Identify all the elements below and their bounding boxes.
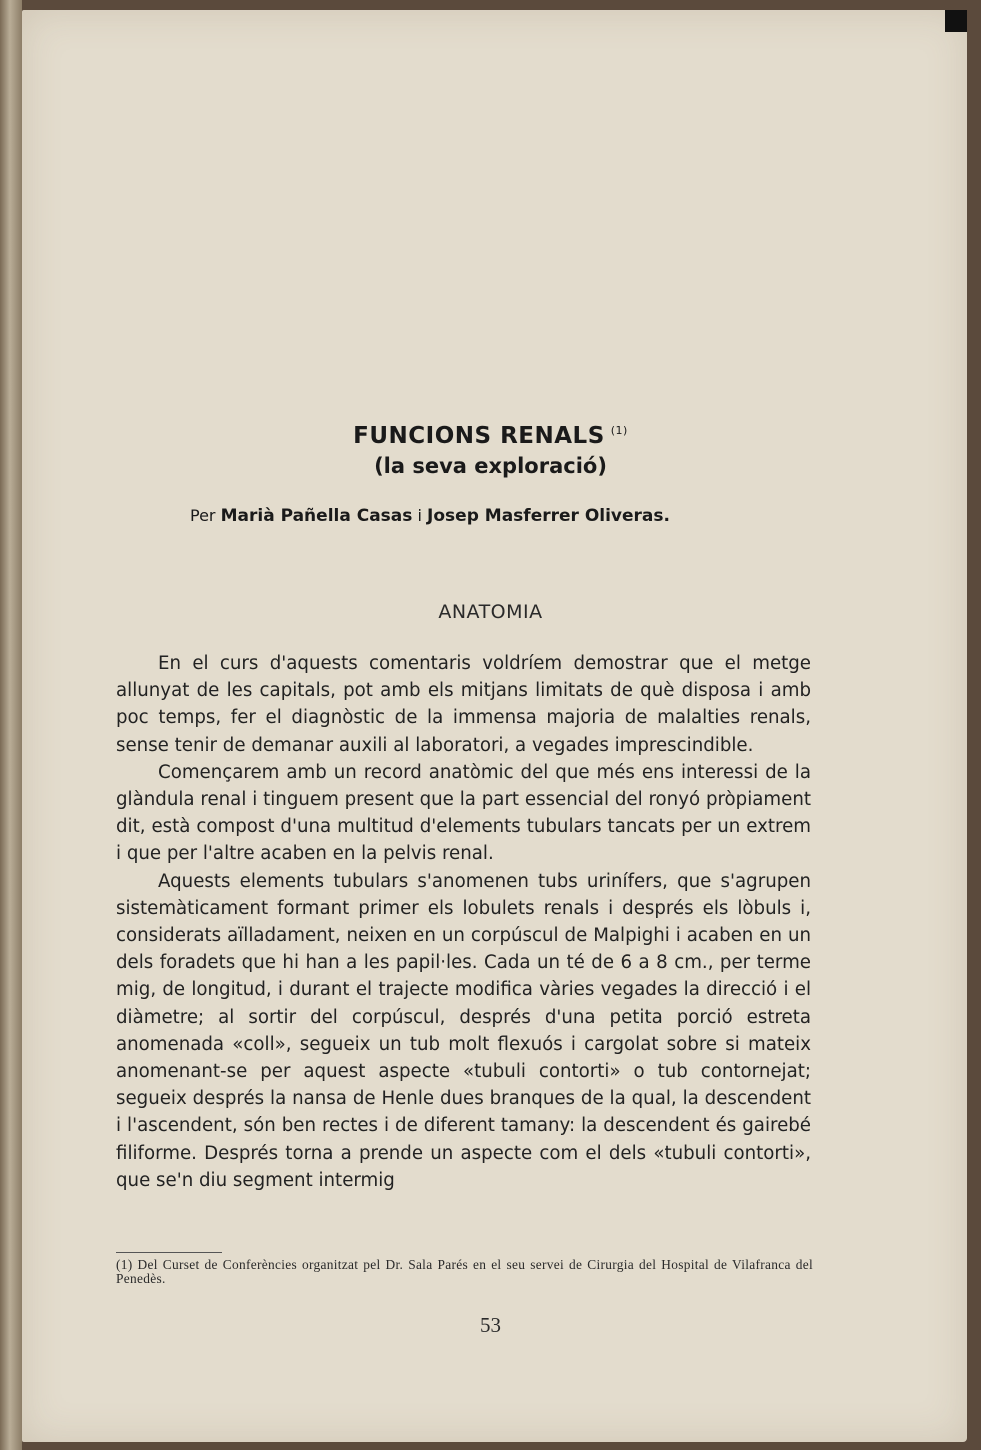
article-subtitle: (la seva exploració) <box>374 454 607 478</box>
byline-prefix: Per <box>190 506 216 525</box>
title-footnote-marker: (1) <box>610 424 628 437</box>
article-title <box>0 423 981 449</box>
section-heading: ANATOMIA <box>438 601 543 623</box>
footnote: (1) Del Curset de Conferències organitzat pel Dr. Sala Parés en el seu servei de Cirurgia del Hospital de Vilafranca del Penedès. <box>116 1257 813 1286</box>
article-body <box>116 650 811 1194</box>
body-paragraph: En el curs d'aquests comentaris voldríem demostrar que el metge allunyat de les capitals, pot amb els mitjans limitats de què disposa i amb poc temps, fer el diagnòstic de la immensa majoria de malalties renals, sense tenir de demanar auxili al laboratori, a vegades imprescindible. <box>116 653 811 756</box>
byline <box>190 506 670 526</box>
body-paragraph: Aquests elements tubulars s'anomenen tubs urinífers, que s'agrupen sistemàticament formant primer els lobulets renals i després els lòbuls i, considerats aïlladament, neixen en un corpúscul de Malpighi i acaben en un dels foradets que hi han a les papil·les. Cada un té de 6 a 8 cm., per terme mig, de longitud, i durant el trajecte modifica vàries vegades la direcció i el diàmetre; al sortir del corpúscul, després d'una petita porció estreta anomenada «coll», segueix un tub molt flexuós i cargolat sobre si mateix anomenant-se per aquest aspecte «tubuli contorti» o tub contornejat; segueix després la nansa de Henle dues branques de la qual, la descendent i l'ascendent, són ben rectes i de diferent tamany: la descendent és gairebé filiforme. Després torna a prende un aspecte com el dels «tubuli contorti», que se'n diu segment intermig <box>116 870 811 1191</box>
body-paragraph: Començarem amb un record anatòmic del que més ens interessi de la glàndula renal i tinguem present que la part essencial del ronyó pròpiament dit, està compost d'una multitud d'elements tubulars tancats per un extrem i que per l'altre acaben en la pelvis renal. <box>116 761 811 865</box>
page-number: 53 <box>480 1313 501 1337</box>
author-1: Marià Pañella Casas <box>220 506 413 526</box>
footnote-divider <box>116 1252 222 1253</box>
scan-corner-mark <box>945 10 967 32</box>
article-title-text: FUNCIONS RENALS <box>353 423 605 449</box>
page-binding-edge <box>0 0 22 1450</box>
byline-conjunction: i <box>417 506 422 525</box>
author-2: Josep Masferrer Oliveras. <box>427 506 670 526</box>
